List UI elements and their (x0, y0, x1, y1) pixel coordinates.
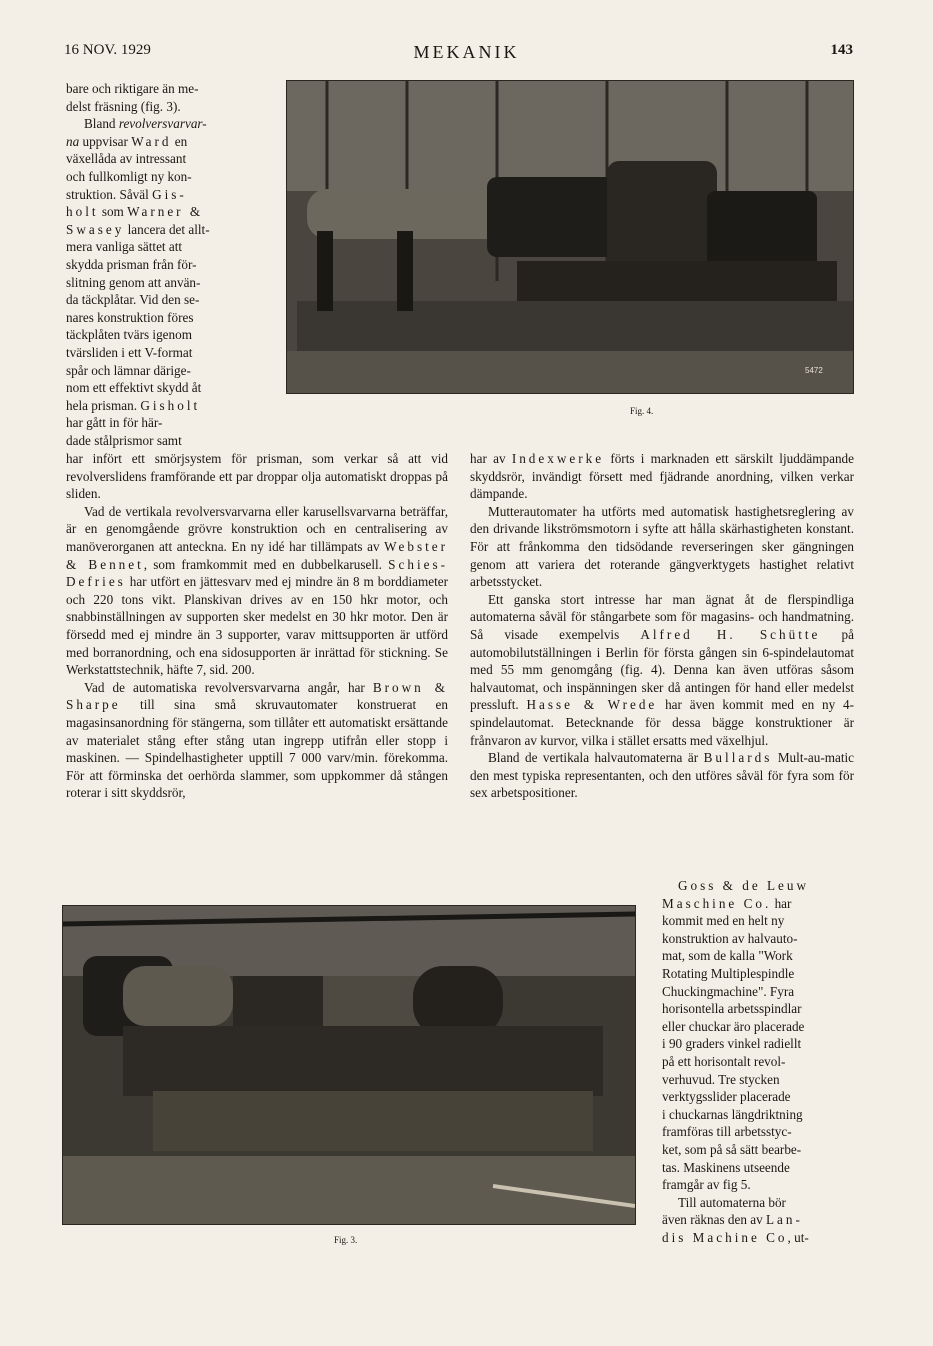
intro-line: mera vanliga sättet att (66, 239, 183, 255)
text-line: Goss & de Leuw (678, 878, 810, 893)
figure-3-caption: Fig. 3. (334, 1235, 358, 1245)
text-line: horisontella arbetsspindlar (662, 1001, 802, 1017)
intro-line: holt som Warner & (66, 204, 204, 220)
text-line: verhuvud. Tre stycken (662, 1071, 780, 1087)
text-line: ket, som på så sätt bearbe- (662, 1141, 802, 1157)
figure-3-photo (62, 905, 636, 1225)
intro-line: har gått in för här- (66, 415, 163, 431)
intro-line: nares konstruktion föres (66, 309, 194, 325)
intro-line: växellåda av intressant (66, 151, 187, 167)
paragraph: Mutterautomater ha utförts med automatisk hastighetsreglering av den drivande likströmsmotorn i syfte att hålla skärhastigheten konstant. För att frånkomma den tidsödande reverseringen sker gängningen genom att variera det roterande gängverktygets hastighet relativt arbetsstycket. (470, 503, 854, 590)
text-line: på ett horisontalt revol- (662, 1053, 786, 1069)
paragraph: Vad de vertikala revolversvarvarna eller karusellsvarvarna beträffar, är en genomgående grövre konstruktion och en centralisering av manöverorganen att anteckna. En ny idé har tillämpats av Webster & Bennet, som framkommit med en dubbelkarusell. Schies-Defries har utfört en jättesvarv med ej mindre än 8 m borddiameter och 220 tons vikt. Planskivan drives av en 150 hkr motor, och snabbinställningen av supporten sker medelst en 30 hkr motor. Den är försedd med ej mindre än 3 supporter, varav mittsupporten är utförd med borranordning, och ena sidosupporten är inrättad för stickning. Se Werkstattstechnik, häfte 7, sid. 200. (66, 503, 448, 678)
intro-line: na uppvisar Ward en (66, 133, 188, 149)
intro-line: skydda prisman från för- (66, 256, 197, 272)
header-date: 16 NOV. 1929 (64, 42, 151, 58)
text-line: i 90 graders vinkel radiellt (662, 1036, 802, 1052)
text-line: mat, som de kalla "Work (662, 948, 793, 964)
intro-line: täckplåten tvärs igenom (66, 327, 192, 343)
journal-title: MEKANIK (413, 42, 520, 62)
text-line: Chuckingmachine". Fyra (662, 983, 795, 999)
text-line: Till automaterna bör (678, 1194, 786, 1210)
intro-line: dade stålprismor samt (66, 432, 182, 448)
intro-line: spår och lämnar därige- (66, 362, 191, 378)
figure-4-photo (286, 80, 854, 394)
lathe-illustration (63, 906, 635, 1224)
intro-line: slitning genom att använ- (66, 274, 201, 290)
left-column (66, 450, 448, 802)
text-line: Rotating Multiplespindle (662, 965, 795, 981)
text-line: Maschine Co. har (662, 895, 792, 911)
text-line: kommit med en helt ny (662, 913, 785, 929)
paragraph: Ett ganska stort intresse har man ägnat åt de flerspindliga automaterna såväl för stångarbete som för magasins- och handmatning. Så visade exempelvis Alfred H. Schütte på automobilutställningen i Berlin för första gången sin 6-spindelautomat med 55 mm genomgång (fig. 4). Denna kan även utföras såsom halvautomat, och inspänningen sker då antingen för hand eller medelst pressluft. Hasse & Wrede har även kommit med en ny 4-spindelautomat. Betecknande för dessa bägge konstruktioner är frånvaron av kurvor, vilka i stället ersatts med växelhjul. (470, 591, 855, 748)
text-line: verktygsslider placerade (662, 1089, 791, 1105)
text-line: framgår av fig 5. (662, 1177, 751, 1193)
text-line: även räknas den av Lan- (662, 1212, 803, 1228)
intro-line: Swasey lancera det allt- (66, 221, 210, 237)
intro-column (66, 80, 258, 449)
right-column (470, 450, 854, 802)
figure-4-caption: Fig. 4. (630, 406, 654, 416)
intro-line: delst fräsning (fig. 3). (66, 98, 181, 114)
lathe-illustration (287, 81, 853, 393)
intro-line: och fullkomligt ny kon- (66, 168, 192, 184)
text-line: dis Machine Co, ut- (662, 1229, 809, 1245)
text-line: framföras till arbetsstyc- (662, 1124, 792, 1140)
figure-4-mark: 5472 (805, 366, 823, 375)
paragraph: har av Indexwerke förts i marknaden ett särskilt ljuddämpande skyddsrör, invändigt försett med fjädrande anordning, vilken verkar dämpande. (470, 451, 855, 502)
paragraph: har infört ett smörjsystem för prisman, som verkar så att vid revolverslidens framförande ett par droppar olja automatiskt droppas på sliden. (66, 451, 448, 502)
paragraph: Vad de automatiska revolversvarvarna angår, har Brown & Sharpe till sina små skruvautomater konstruerat en magasinsanordning för stängerna, som tillåter ett automatiskt ersättande av materialet stång efter stång utan ingrepp utifrån eller stopp i maskinen. — Spindelhastigheter upptill 7 000 varv/min. förekomma. För att förminska det oerhörda slammer, som uppkommer då stången roterar i sitt skyddsrör, (66, 679, 448, 801)
intro-line: tvärsliden i ett V-format (66, 344, 193, 360)
intro-line: Bland revolversvarvar- (84, 116, 207, 132)
intro-line: bare och riktigare än me- (66, 81, 199, 96)
intro-line: nom ett effektivt skydd åt (66, 380, 202, 396)
text-line: konstruktion av halvauto- (662, 930, 798, 946)
bottom-right-column (662, 877, 854, 1246)
text-line: eller chuckar äro placerade (662, 1018, 805, 1034)
intro-line: struktion. Såväl Gis- (66, 186, 187, 202)
text-line: i chuckarnas längdriktning (662, 1106, 803, 1122)
paragraph: Bland de vertikala halvautomaterna är Bullards Mult-au-matic den mest typiska representanten, och den utföres såväl för fyra som för sex arbetspositioner. (470, 750, 855, 801)
intro-line: hela prisman. Gisholt (66, 397, 201, 413)
intro-line: da täckplåtar. Vid den se- (66, 292, 200, 308)
text-line: tas. Maskinens utseende (662, 1159, 790, 1175)
page-number: 143 (830, 42, 853, 58)
